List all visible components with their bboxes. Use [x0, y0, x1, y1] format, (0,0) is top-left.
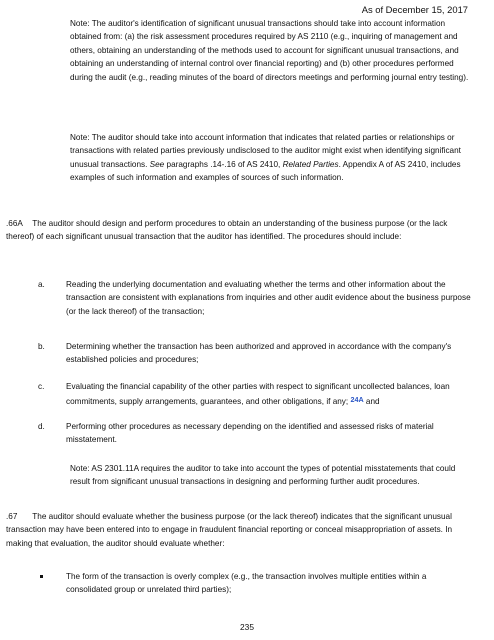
paragraph-number: .67 [6, 512, 18, 521]
footnote-link[interactable]: 24A [350, 395, 364, 405]
bullet-item [38, 570, 472, 597]
list-item-b [38, 340, 472, 367]
bullet-icon [40, 575, 43, 578]
paragraph-text: The auditor should design and perform procedures to obtain an understanding of the business purpose (or the lack thereof) of each significant unusual transaction that the auditor has identified. The procedures should include: [6, 219, 448, 242]
list-item-text: Reading the underlying documentation and evaluating whether the terms and other information about the transaction are consistent with explanations from inquiries and other audit evidence about the business purpose (or the lack thereof) of the transaction; [66, 280, 471, 316]
note-identification [70, 17, 470, 84]
list-item-c [38, 380, 472, 409]
list-item-body: Evaluating the financial capability of the other parties with respect to significant uncollected balances, loan commitments, supply arrangements, guarantees, and other obligations, if any; [66, 382, 450, 407]
note-text-part: paragraphs .14-.16 of AS 2410, [164, 159, 283, 169]
list-marker: c. [38, 382, 45, 391]
bullet-item-text: The form of the transaction is overly complex (e.g., the transaction involves multiple entities within a consolidated group or unrelated third parties); [66, 572, 427, 595]
list-item-text: Performing other procedures as necessary depending on the identified and assessed risks of material misstatement. [66, 422, 434, 445]
page-number: 235 [240, 622, 254, 632]
paragraph-text: The auditor should evaluate whether the business purpose (or the lack thereof) indicates that the significant unusual transaction may have been entered into to engage in fraudulent financial reporting or conceal misappropriation of assets. In making that evaluation, the auditor should evaluate whether: [6, 512, 453, 548]
see-reference: See [149, 159, 165, 169]
list-item-text [66, 380, 472, 409]
paragraph-66a [6, 217, 472, 244]
list-item-d [38, 420, 472, 447]
list-item-a [38, 278, 472, 318]
list-marker: a. [38, 280, 45, 289]
paragraph-number: .66A [6, 219, 23, 228]
note-related-parties [70, 131, 470, 185]
paragraph-67 [6, 510, 472, 550]
list-marker: d. [38, 422, 45, 431]
list-item-tail: and [363, 397, 380, 407]
note-as2301 [70, 462, 470, 489]
header-date: As of December 15, 2017 [361, 4, 468, 15]
note-as2301-text: Note: AS 2301.11A requires the auditor to take into account the types of potential misstatements that could result from significant unusual transactions in designing and performing further audit procedures. [70, 464, 456, 487]
note-identification-text: Note: The auditor's identification of significant unusual transactions should take into account information obtained from: (a) the risk assessment procedures required by AS 2110 (e.g., inquiring of management and others, obtaining an understanding of the methods used to account for significant unusual transactions, and obtaining an understanding of internal control over financial reporting) and (b) other procedures performed during the audit (e.g., reading minutes of the board of directors meetings and performing journal entry testing). [70, 19, 469, 82]
note-text-part: Note: The auditor should take into account information that indicates that related parties or relationships or transactions with related parties previously undisclosed to the auditor might exist when identifying significant unusual transactions. [70, 133, 461, 169]
note-related-parties-text [70, 131, 470, 185]
list-item-text: Determining whether the transaction has been authorized and approved in accordance with the company's established policies and procedures; [66, 342, 452, 365]
list-marker: b. [38, 342, 45, 351]
note-text-part: . Appendix A of AS 2410, includes examples of such information and examples of sources of such information. [70, 159, 461, 183]
standard-title: Related Parties [282, 159, 339, 169]
